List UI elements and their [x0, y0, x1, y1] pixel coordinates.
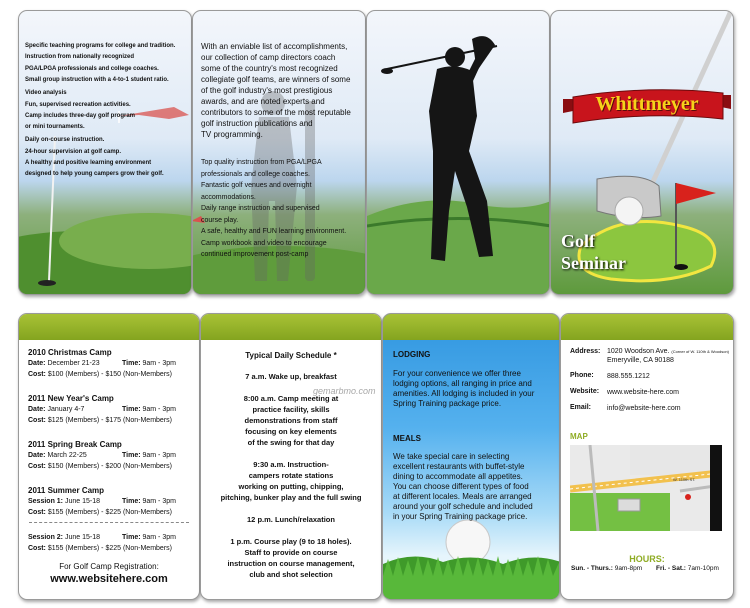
- camp-title: 2010 Christmas Camp: [28, 348, 112, 357]
- cost-label: Cost:: [28, 463, 46, 470]
- phone-value[interactable]: 888.555.1212: [607, 373, 650, 380]
- camp-date-row: [28, 405, 198, 415]
- lodging-line: Spring Training package price.: [393, 399, 502, 408]
- about-line: our collection of camp directors coach: [201, 53, 336, 62]
- golfer-panel: [366, 10, 550, 295]
- schedule-line: club and shot selection: [249, 570, 333, 579]
- hours-title: HOURS:: [629, 554, 665, 564]
- feature-line: A healthy and positive learning environment: [25, 160, 152, 166]
- schedule-line: 9:30 a.m. Instruction-: [253, 460, 329, 469]
- date-value: December 21-23: [47, 360, 100, 367]
- time-group: [122, 405, 176, 415]
- schedule-line: pitching, bunker play and the full swing: [220, 493, 362, 502]
- about-line: of the golf industry's most prestigious: [201, 86, 333, 95]
- meals-line: around your golf schedule and included: [393, 502, 533, 511]
- feature-line: or mini tournaments.: [25, 124, 85, 131]
- website-value[interactable]: www.website-here.com: [607, 389, 679, 396]
- meals-title: MEALS: [393, 434, 421, 443]
- schedule-line: working on putting, chipping,: [238, 482, 344, 491]
- cost-separator: -: [101, 545, 104, 552]
- session-date: June 15-18: [64, 534, 100, 541]
- feature-line: 24-hour supervision at golf camp.: [25, 148, 122, 155]
- camps-panel: [18, 313, 200, 600]
- about-line: With an enviable list of accomplishments,: [201, 42, 348, 51]
- cost-separator: -: [101, 371, 104, 378]
- email-label: Email:: [570, 404, 592, 411]
- time-group: [122, 451, 176, 461]
- location-map: [570, 445, 722, 531]
- session-label: Session 1:: [28, 498, 64, 505]
- meals-line: You can choose different types of food: [393, 482, 529, 491]
- meals-line: at different locales. Meals are arranged: [393, 492, 532, 501]
- date-label: Date:: [28, 360, 46, 367]
- benefits-list: [201, 157, 366, 261]
- about-line: contributors to some of the most reputable: [201, 108, 351, 117]
- meals-line: excellent restaurants with buffet-style: [393, 462, 525, 471]
- lodging-line: lodging options, all ranging in price and: [393, 379, 532, 388]
- session-divider: [29, 522, 189, 523]
- cover-title-line2: Seminar: [561, 253, 626, 273]
- hours-weekday: Sun. - Thurs.: 9am-8pm: [571, 565, 643, 572]
- benefit-line: A safe, healthy and FUN learning environment.: [201, 228, 347, 235]
- lodging-title: LODGING: [393, 350, 431, 359]
- cost-non-members: $225 (Non-Members): [105, 509, 172, 516]
- about-line: TV programming.: [201, 130, 263, 139]
- cost-label: Cost:: [28, 417, 46, 424]
- phone-label: Phone:: [570, 372, 594, 379]
- cost-members: $125 (Members): [47, 417, 100, 424]
- feature-line: designed to help young campers grow their golf.: [25, 171, 164, 178]
- panel-header-bar: [561, 314, 733, 340]
- cost-label: Cost:: [28, 509, 46, 516]
- schedule-line: demonstrations from staff: [244, 416, 338, 425]
- time-group: [122, 497, 176, 507]
- feature-line: Specific teaching programs for college and tradition.: [25, 43, 176, 49]
- benefit-line: Fantastic golf venues and overnight: [201, 182, 312, 189]
- cost-non-members: $200 (Non-Members): [105, 463, 172, 470]
- cost-members: $150 (Members): [47, 463, 100, 470]
- camp-title: 2011 Spring Break Camp: [28, 440, 122, 449]
- schedule-line: practice facility, skills: [252, 405, 330, 414]
- lodging-meals-panel: [382, 313, 560, 600]
- cost-label: Cost:: [28, 371, 46, 378]
- date-value: March 22-25: [47, 452, 87, 459]
- cover-panel: [550, 10, 734, 295]
- session-row: [28, 497, 198, 507]
- cost-members: $155 (Members): [47, 509, 100, 516]
- schedule-line: 12 p.m. Lunch/relaxation: [247, 515, 335, 524]
- time-value: 9am - 3pm: [142, 534, 176, 541]
- meals-line: dining to accommodate all appetites.: [393, 472, 523, 481]
- website-label: Website:: [570, 388, 600, 395]
- lodging-line: amenities. All lodging is included in your: [393, 389, 535, 398]
- time-label: Time:: [122, 360, 141, 367]
- benefit-line: course play.: [201, 216, 239, 224]
- benefit-line: Top quality instruction from PGA/LPGA: [201, 159, 322, 166]
- about-panel: [192, 10, 366, 295]
- feature-line: Camp includes three-day golf program: [25, 112, 136, 119]
- time-value: 9am - 3pm: [142, 452, 176, 459]
- cost-label: Cost:: [28, 545, 46, 552]
- schedule-line: of the swing for that day: [247, 438, 335, 447]
- cost-row: [28, 416, 198, 426]
- schedule-line: focusing on key elements: [245, 427, 337, 436]
- cost-non-members: $225 (Non-Members): [105, 545, 172, 552]
- meals-line: in your Spring Training package price.: [393, 512, 528, 521]
- cost-members: $155 (Members): [47, 545, 100, 552]
- session-label: Session 2:: [28, 534, 64, 541]
- feature-line: Instruction from nationally recognized: [25, 54, 135, 61]
- feature-line: Daily on-course instruction.: [25, 137, 105, 144]
- time-value: 9am - 3pm: [142, 498, 176, 505]
- benefit-line: professionals and college coaches.: [201, 170, 310, 178]
- email-value[interactable]: info@website-here.com: [607, 405, 681, 412]
- feature-line: Video analysis: [25, 90, 67, 97]
- benefit-line: Daily range instruction and supervised: [201, 205, 320, 212]
- time-group: [122, 533, 176, 543]
- session-date: June 15-18: [64, 498, 100, 505]
- schedule-line: 7 a.m. Wake up, breakfast: [245, 372, 337, 381]
- panel-header-bar: [201, 314, 381, 340]
- summer-camp-title: 2011 Summer Camp: [28, 486, 105, 495]
- brand-name: Whittmeyer: [595, 93, 699, 115]
- cost-non-members: $175 (Non-Members): [105, 417, 172, 424]
- time-label: Time:: [122, 534, 141, 541]
- camp-date-row: [28, 451, 198, 461]
- camp-title: 2011 New Year's Camp: [28, 394, 114, 403]
- meals-line: We take special care in selecting: [393, 452, 510, 461]
- registration-website[interactable]: www.websitehere.com: [50, 573, 168, 585]
- inside-flap-panel: [18, 10, 192, 295]
- hours-weekend: Fri. - Sat.: 7am-10pm: [656, 565, 719, 572]
- cost-row: [28, 370, 198, 380]
- cost-row: [28, 508, 198, 518]
- feature-line: PGA/LPGA professionals and college coaches.: [25, 65, 159, 72]
- about-line: awards, and are noted experts and: [201, 97, 325, 106]
- panel-header-bar: [19, 314, 199, 340]
- benefit-line: Camp workbook and video to encourage: [201, 239, 327, 247]
- schedule-line: campers rotate stations: [248, 471, 334, 480]
- golfer-silhouette-illustration: [367, 11, 550, 295]
- time-label: Time:: [122, 406, 141, 413]
- camp-date-row: [28, 359, 198, 369]
- map-street-label: W. 110th ST.: [673, 477, 696, 482]
- watermark: gemarbmo.com: [313, 386, 376, 396]
- cost-separator: -: [101, 417, 104, 424]
- schedule-line: instruction on course management,: [227, 559, 355, 568]
- date-value: January 4-7: [47, 406, 85, 413]
- contact-panel: [560, 313, 734, 600]
- cost-members: $100 (Members): [47, 371, 100, 378]
- about-line: some of the country's most recognized: [201, 64, 338, 73]
- address-line2: Emeryville, CA 90188: [607, 357, 674, 364]
- map-title: MAP: [570, 432, 588, 441]
- time-label: Time:: [122, 498, 141, 505]
- cost-non-members: $150 (Non-Members): [105, 371, 172, 378]
- schedule-line: Staff to provide on course: [244, 548, 338, 557]
- feature-line: Small group instruction with a 4-to-1 student ratio.: [25, 76, 169, 83]
- date-label: Date:: [28, 406, 46, 413]
- schedule-panel: [200, 313, 382, 600]
- lodging-line: For your convenience we offer three: [393, 369, 521, 378]
- brand-ribbon: [563, 89, 731, 129]
- date-label: Date:: [28, 452, 46, 459]
- cost-separator: -: [101, 463, 104, 470]
- time-group: [122, 359, 176, 369]
- cost-separator: -: [101, 509, 104, 516]
- feature-line: Fun, supervised recreation activities.: [25, 101, 131, 108]
- address-note: (Corner of W. 110th & Woodson): [671, 349, 730, 354]
- meals-body: [393, 452, 558, 522]
- time-label: Time:: [122, 452, 141, 459]
- cost-row: [28, 462, 198, 472]
- benefit-line: accommodations.: [201, 193, 256, 201]
- registration-label: For Golf Camp Registration:: [59, 562, 159, 571]
- cost-row: [28, 544, 198, 554]
- lodging-body: [393, 369, 558, 409]
- address-label: Address:: [570, 348, 601, 355]
- address-line1: 1020 Woodson Ave. (Corner of W. 110th & Woodson): [607, 348, 730, 355]
- time-value: 9am - 3pm: [142, 406, 176, 413]
- schedule-line: 8:00 a.m. Camp meeting at: [243, 394, 339, 403]
- about-line: golf instruction publications and: [201, 119, 313, 128]
- session-row: [28, 533, 198, 543]
- time-value: 9am - 3pm: [142, 360, 176, 367]
- cover-title-line1: Golf: [561, 231, 595, 251]
- schedule-title: Typical Daily Schedule *: [245, 351, 337, 360]
- about-paragraph: [201, 41, 366, 140]
- about-line: collegiate golf teams, are winners of some: [201, 75, 351, 84]
- benefit-line: continued improvement post-camp: [201, 251, 309, 258]
- schedule-line: 1 p.m. Course play (9 to 18 holes).: [230, 537, 352, 546]
